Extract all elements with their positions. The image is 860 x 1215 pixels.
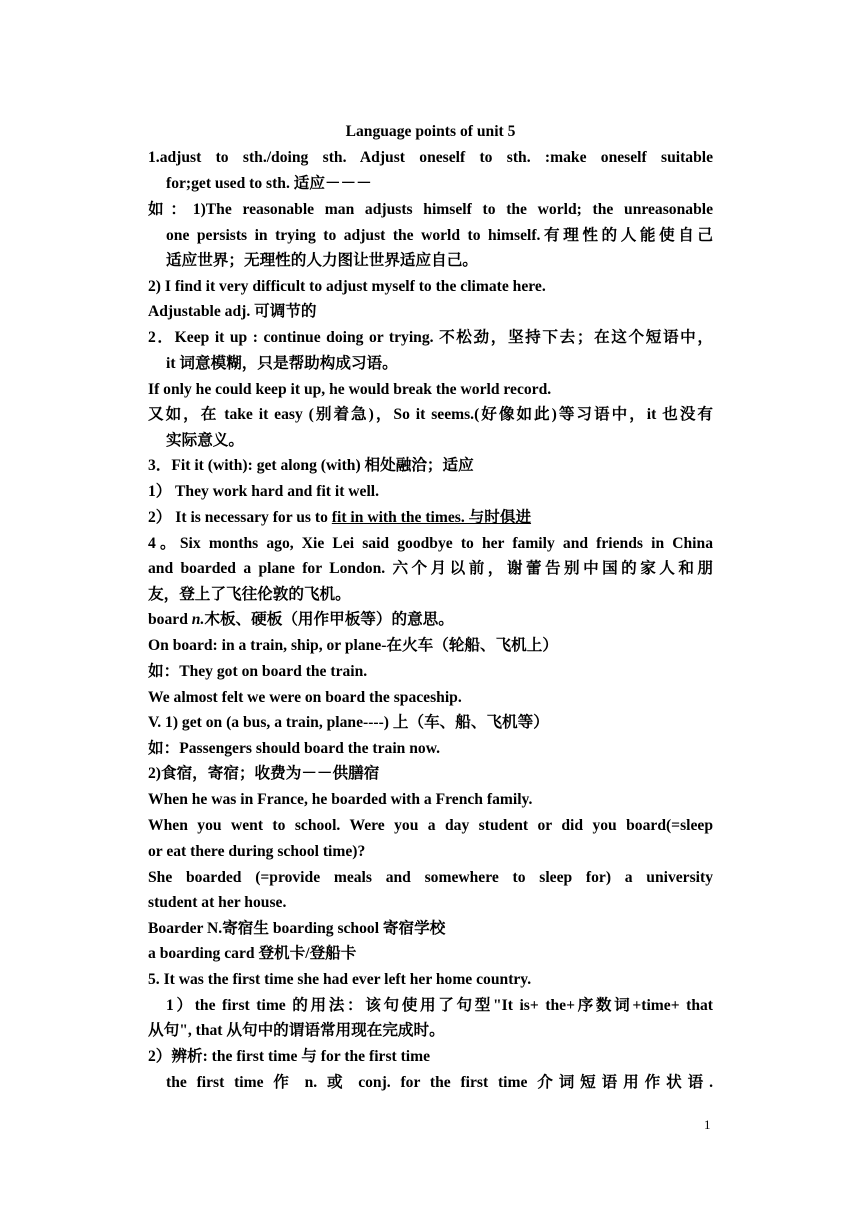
- text-span: 2） It is necessary for us to: [148, 509, 332, 526]
- text-line: 友，登上了飞往伦敦的飞机。: [148, 586, 351, 603]
- text-line: 实际意义。: [166, 432, 244, 449]
- text-line: or eat there during school time)?: [148, 843, 366, 860]
- text-line: When he was in France, he boarded with a French family.: [148, 791, 533, 808]
- text-line: 如：Passengers should board the train now.: [148, 740, 440, 757]
- text-line: 3．Fit it (with): get along (with) 相处融洽；适应: [148, 457, 474, 474]
- text-line: When you went to school. Were you a day student or did you board(=sleep: [148, 817, 713, 834]
- text-line: 1） They work hard and fit it well.: [148, 483, 380, 500]
- text-line: 如：1)The reasonable man adjusts himself to the world; the unreasonable: [148, 201, 713, 218]
- text-line: We almost felt we were on board the spaceship.: [148, 689, 462, 706]
- page-number: 1: [704, 1117, 711, 1132]
- underlined-phrase: fit in with the times. 与时俱进: [331, 509, 532, 526]
- text-line: 1.adjust to sth./doing sth. Adjust oneself to sth. :make oneself suitable: [148, 149, 713, 166]
- text-line: 2）辨析: the first time 与 for the first time: [148, 1048, 431, 1065]
- text-line: and boarded a plane for London. 六个月以前，谢蕾告别中国的家人和朋: [148, 560, 713, 577]
- text-line: 2) I find it very difficult to adjust myself to the climate here.: [148, 278, 546, 295]
- text-line: Adjustable adj. 可调节的: [148, 303, 317, 320]
- text-line: If only he could keep it up, he would break the world record.: [148, 381, 552, 398]
- text-line: 1）the first time 的用法：该句使用了句型"It is+ the+序数词+time+ that: [166, 997, 713, 1014]
- text-line: student at her house.: [148, 894, 287, 911]
- italic-abbr: n.: [191, 611, 205, 628]
- text-line: 如：They got on board the train.: [148, 663, 368, 680]
- text-line: Boarder N.寄宿生 boarding school 寄宿学校: [148, 920, 446, 937]
- text-line: On board: in a train, ship, or plane-在火车（轮船、飞机上）: [148, 637, 558, 654]
- page-title: Language points of unit 5: [345, 123, 516, 140]
- text-line: [148, 508, 713, 528]
- text-line: 5. It was the first time she had ever left her home country.: [148, 971, 532, 988]
- text-line: a boarding card 登机卡/登船卡: [148, 945, 357, 962]
- text-line: 4。Six months ago, Xie Lei said goodbye to her family and friends in China: [148, 535, 713, 552]
- text-line: 又如，在 take it easy (别着急)，So it seems.(好像如此)等习语中，it 也没有: [148, 406, 713, 423]
- text-line: 2．Keep it up : continue doing or trying. 不松劲，坚持下去；在这个短语中，: [148, 329, 713, 346]
- text-line: [148, 610, 713, 630]
- text-line: one persists in trying to adjust the world to himself.有理性的人能使自己: [166, 227, 713, 244]
- text-line: V. 1) get on (a bus, a train, plane----) 上（车、船、飞机等）: [148, 714, 549, 731]
- text-line: the first time 作 n. 或 conj. for the first time 介词短语用作状语.: [166, 1074, 713, 1091]
- text-line: for;get used to sth. 适应－－－: [166, 175, 372, 192]
- text-span: 木板、硬板（用作甲板等）的意思。: [204, 611, 454, 628]
- text-line: it 词意模糊，只是帮助构成习语。: [166, 355, 398, 372]
- text-line: 2)食宿，寄宿；收费为－－供膳宿: [148, 765, 380, 782]
- text-line: She boarded (=provide meals and somewhere to sleep for) a university: [148, 869, 713, 886]
- text-line: 从句", that 从句中的谓语常用现在完成时。: [148, 1022, 445, 1039]
- text-span: board: [148, 611, 192, 628]
- text-line: 适应世界；无理性的人力图让世界适应自己。: [166, 252, 478, 269]
